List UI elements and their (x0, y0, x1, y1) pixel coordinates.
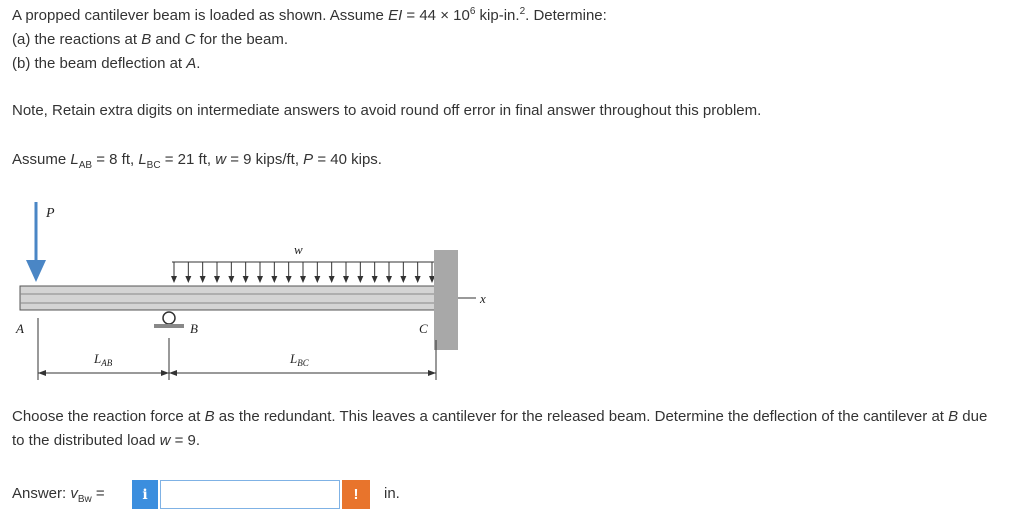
deflection-symbol: v (70, 485, 78, 502)
distributed-load-arrow-head (185, 276, 191, 283)
text-fragment: Assume (12, 151, 71, 168)
label-p: P (46, 206, 55, 221)
text-fragment: as the redundant. This leaves a cantilever for the released beam. Determine the deflection of the cantilever at (214, 408, 949, 425)
distributed-load-arrow-head (400, 276, 406, 283)
roller-support-base (154, 324, 184, 328)
given-values (12, 150, 382, 170)
point-b: B (204, 408, 215, 425)
length-ab-subscript: AB (78, 160, 93, 171)
answer-label (12, 485, 105, 505)
load-p-arrow-head (26, 260, 46, 282)
ei-symbol: EI (388, 7, 403, 24)
length-ab-value: = 8 ft, (92, 151, 139, 168)
text-fragment: (b) the beam deflection at (12, 55, 187, 72)
problem-statement (12, 6, 607, 26)
distributed-load-arrow-head (271, 276, 277, 283)
distributed-load-arrow-head (243, 276, 249, 283)
distributed-load-arrow-head (329, 276, 335, 283)
text-fragment: A propped cantilever beam is loaded as shown. Assume (12, 7, 389, 24)
distributed-load-arrow-head (300, 276, 306, 283)
dim-arrow-bc-left (169, 370, 177, 376)
distributed-load-arrow-head (372, 276, 378, 283)
ei-unit-exponent: 2 (519, 6, 526, 17)
point-c: C (184, 31, 196, 48)
roller-support-pin (163, 312, 175, 324)
load-w-symbol: w (215, 151, 227, 168)
point-b: B (948, 408, 959, 425)
label-x: x (480, 291, 486, 306)
distributed-load-arrow-head (343, 276, 349, 283)
note-text: Note, Retain extra digits on intermediate answers to avoid round off error in final answer throughout this problem. (12, 102, 762, 119)
text-fragment: and (151, 31, 185, 48)
beam (20, 286, 436, 310)
length-ab-symbol: L (70, 151, 79, 168)
text-fragment: Answer: (12, 485, 71, 502)
answer-input[interactable] (160, 480, 340, 509)
text-fragment: for the beam. (195, 31, 289, 48)
unit-label: in. (384, 485, 400, 502)
distributed-load-arrow-head (200, 276, 206, 283)
distributed-load-arrow-head (415, 276, 421, 283)
dim-arrow-ab-right (161, 370, 169, 376)
load-w-symbol: w (159, 432, 171, 449)
text-fragment: . Determine: (525, 7, 607, 24)
point-b: B (141, 31, 152, 48)
text-fragment: = 9. (170, 432, 201, 449)
text-fragment: Choose the reaction force at (12, 408, 205, 425)
instruction-text (12, 405, 1002, 453)
ei-exponent: 6 (469, 6, 476, 17)
dim-arrow-bc-right (428, 370, 436, 376)
label-c: C (419, 321, 428, 336)
label-length-bc: $L_{BC}$ (290, 351, 309, 368)
length-bc-subscript: BC (146, 160, 161, 171)
text-fragment: (a) the reactions at (12, 31, 142, 48)
dim-arrow-ab-left (38, 370, 46, 376)
ei-unit: kip-in. (475, 7, 520, 24)
deflection-subscript: Bw (77, 494, 92, 505)
beam-diagram (14, 190, 504, 390)
length-bc-symbol: L (138, 151, 147, 168)
distributed-load-arrow-head (171, 276, 177, 283)
distributed-load-arrows (171, 262, 435, 283)
part-a (12, 30, 288, 50)
ei-value: = 44 × 10 (402, 7, 470, 24)
point-a: A (186, 55, 197, 72)
load-p-value: = 40 kips. (313, 151, 382, 168)
length-bc-value: = 21 ft, (160, 151, 216, 168)
distributed-load-arrow-head (386, 276, 392, 283)
text-fragment: = (91, 485, 105, 502)
load-w-value: = 9 kips/ft, (226, 151, 304, 168)
distributed-load-arrow-head (314, 276, 320, 283)
text-fragment: due to the distributed load (12, 408, 988, 449)
info-icon[interactable]: i (132, 480, 158, 509)
label-length-ab: $L_{AB}$ (94, 351, 113, 368)
text-fragment: . (196, 55, 201, 72)
distributed-load-arrow-head (286, 276, 292, 283)
distributed-load-arrow-head (257, 276, 263, 283)
load-p-symbol: P (303, 151, 314, 168)
distributed-load-arrow-head (228, 276, 234, 283)
distributed-load-arrow-head (214, 276, 220, 283)
distributed-load-arrow-head (357, 276, 363, 283)
part-b (12, 54, 200, 74)
warning-icon[interactable]: ! (342, 480, 370, 509)
label-b: B (190, 321, 198, 336)
label-a: A (16, 321, 24, 336)
label-w: w (294, 242, 303, 257)
answer-row (12, 478, 432, 512)
fixed-support-wall (434, 250, 458, 350)
